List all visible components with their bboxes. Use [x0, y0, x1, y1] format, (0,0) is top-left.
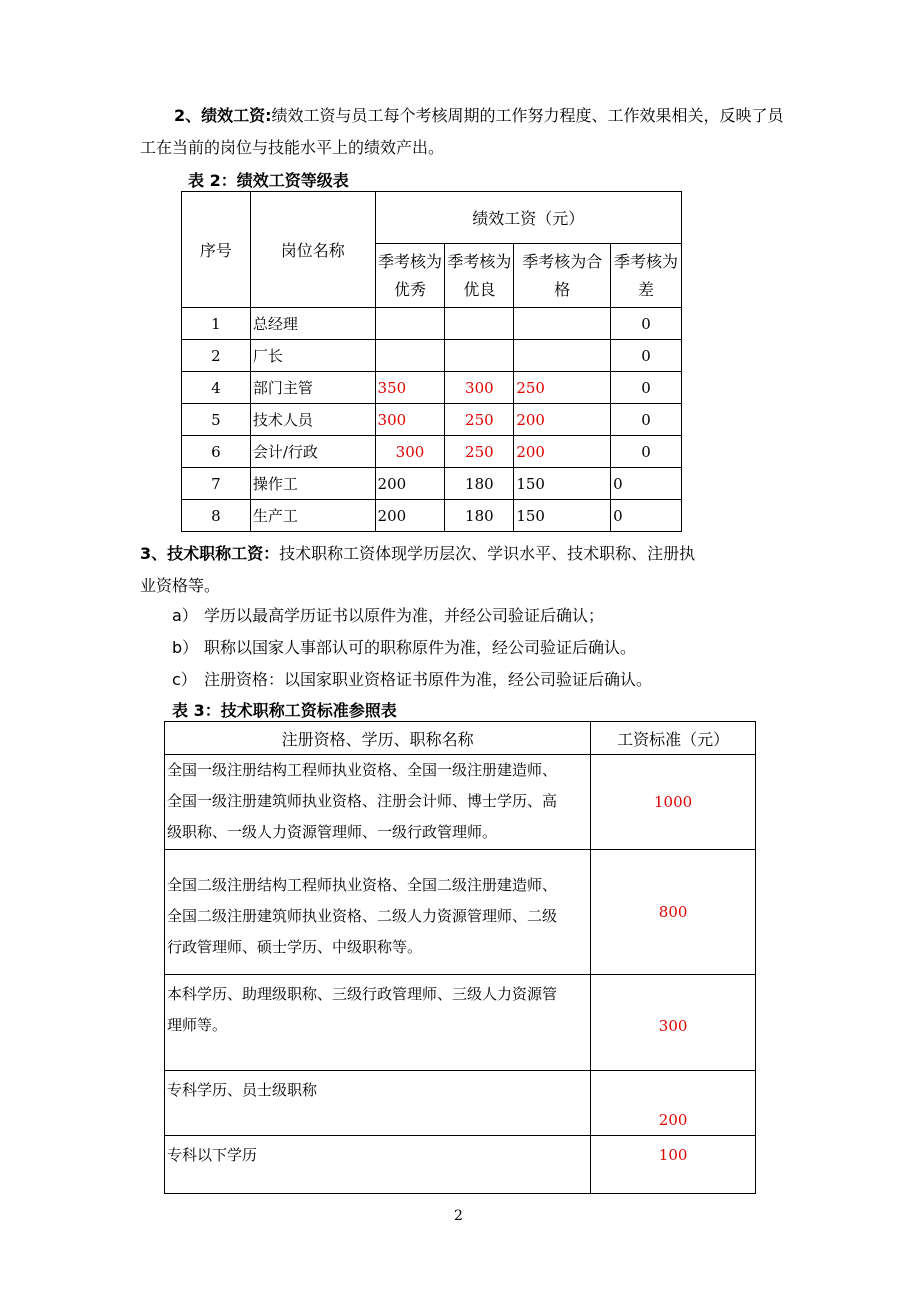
cell-qualification — [165, 850, 591, 975]
qualification-line: 全国一级注册结构工程师执业资格、全国一级注册建造师、 — [167, 761, 558, 779]
table-row — [182, 372, 682, 404]
cell-qualification — [165, 975, 591, 1071]
section2-line2: 工在当前的岗位与技能水平上的绩效产出。 — [140, 138, 445, 157]
cell-name: 厂长 — [250, 340, 375, 372]
cell-v2: 250 — [445, 436, 514, 468]
section3-line1 — [140, 538, 790, 570]
level-3-line1: 季考核为合 — [522, 251, 603, 271]
list-marker: b） — [172, 638, 199, 657]
cell-v2: 250 — [445, 404, 514, 436]
table2-caption: 表 2：绩效工资等级表 — [188, 171, 349, 190]
list-item — [172, 664, 772, 696]
cell-name: 会计/行政 — [250, 436, 375, 468]
table-row — [182, 500, 682, 532]
table-row — [165, 1136, 756, 1194]
cell-no: 7 — [182, 468, 251, 500]
cell-v4: 0 — [611, 500, 682, 532]
cell-no: 2 — [182, 340, 251, 372]
list-item — [172, 600, 772, 632]
list-text: 注册资格：以国家职业资格证书原件为准，经公司验证后确认。 — [204, 670, 653, 689]
cell-salary: 300 — [591, 975, 756, 1071]
list-text: 学历以最高学历证书以原件为准，并经公司验证后确认； — [204, 606, 605, 625]
cell-v1 — [375, 340, 445, 372]
table2-header-level-2 — [445, 244, 514, 308]
cell-no: 4 — [182, 372, 251, 404]
cell-v3: 150 — [514, 500, 611, 532]
table2 — [181, 191, 682, 532]
table-row — [165, 1071, 756, 1136]
cell-v2: 300 — [445, 372, 514, 404]
cell-no: 6 — [182, 436, 251, 468]
cell-v1: 200 — [375, 500, 445, 532]
section2-line1 — [140, 100, 790, 132]
qualification-line: 专科以下学历 — [167, 1146, 258, 1164]
qualification-line: 全国二级注册结构工程师执业资格、全国二级注册建造师、 — [167, 876, 558, 894]
qualification-line: 全国二级注册建筑师执业资格、二级人力资源管理师、二级 — [167, 907, 558, 925]
cell-qualification — [165, 1136, 591, 1194]
level-2-line2: 优良 — [463, 279, 496, 299]
cell-v3: 150 — [514, 468, 611, 500]
page-number: 2 — [454, 1208, 463, 1224]
cell-no: 8 — [182, 500, 251, 532]
cell-v4: 0 — [611, 372, 682, 404]
cell-v2 — [445, 340, 514, 372]
cell-v3 — [514, 308, 611, 340]
cell-v4: 0 — [611, 340, 682, 372]
table-row — [165, 850, 756, 975]
level-3-line2: 格 — [554, 279, 571, 299]
cell-name: 总经理 — [250, 308, 375, 340]
cell-qualification — [165, 1071, 591, 1136]
cell-salary: 1000 — [591, 755, 756, 850]
cell-name: 操作工 — [250, 468, 375, 500]
list-marker: c） — [172, 670, 197, 689]
table-row — [165, 755, 756, 850]
cell-v3: 200 — [514, 436, 611, 468]
table-row — [182, 308, 682, 340]
table-row — [165, 975, 756, 1071]
cell-v1: 300 — [375, 404, 445, 436]
level-4-line2: 差 — [638, 279, 655, 299]
cell-qualification — [165, 755, 591, 850]
qualification-line: 级职称、一级人力资源管理师、一级行政管理师。 — [167, 823, 498, 841]
table2-header-level-3 — [514, 244, 611, 308]
section3-line2: 业资格等。 — [140, 576, 221, 595]
table-row — [182, 436, 682, 468]
cell-salary: 100 — [591, 1136, 756, 1194]
table2-header-no: 序号 — [182, 192, 251, 308]
level-1-line1: 季考核为 — [377, 251, 442, 271]
section2-sep: : — [265, 106, 272, 125]
cell-salary: 200 — [591, 1071, 756, 1136]
section3-paragraph — [140, 538, 790, 602]
level-4-line1: 季考核为 — [614, 251, 679, 271]
table2-header-group: 绩效工资（元） — [375, 192, 681, 244]
table2-header-level-1 — [375, 244, 445, 308]
table3-header-name: 注册资格、学历、职称名称 — [165, 722, 591, 755]
cell-v1: 300 — [375, 436, 445, 468]
table-row — [182, 404, 682, 436]
level-1-line2: 优秀 — [393, 279, 426, 299]
cell-v3: 250 — [514, 372, 611, 404]
table3-caption: 表 3：技术职称工资标准参照表 — [172, 701, 397, 720]
list-item — [172, 632, 772, 664]
cell-v2: 180 — [445, 468, 514, 500]
level-2-line1: 季考核为 — [447, 251, 512, 271]
section2-text1: 绩效工资与员工每个考核周期的工作努力程度、工作效果相关，反映了员 — [271, 106, 784, 125]
table2-header-level-4 — [611, 244, 682, 308]
cell-v1: 200 — [375, 468, 445, 500]
qualification-line: 全国一级注册建筑师执业资格、注册会计师、博士学历、高 — [167, 792, 558, 810]
table2-header-name: 岗位名称 — [250, 192, 375, 308]
list-marker: a） — [172, 606, 198, 625]
cell-v3 — [514, 340, 611, 372]
cell-v2 — [445, 308, 514, 340]
section3-text1: 技术职称工资体现学历层次、学识水平、技术职称、注册执 — [279, 544, 696, 563]
qualification-line: 本科学历、助理级职称、三级行政管理师、三级人力资源管 — [167, 985, 558, 1003]
cell-name: 生产工 — [250, 500, 375, 532]
section2-heading: 2、绩效工资 — [174, 106, 266, 125]
cell-name: 技术人员 — [250, 404, 375, 436]
qualification-line: 专科学历、员士级职称 — [167, 1081, 318, 1099]
qualification-line: 理师等。 — [167, 1016, 228, 1034]
qualification-line: 行政管理师、硕士学历、中级职称等。 — [167, 938, 423, 956]
table3-header-salary: 工资标准（元） — [591, 722, 756, 755]
cell-no: 5 — [182, 404, 251, 436]
cell-no: 1 — [182, 308, 251, 340]
section3-sep: ： — [263, 544, 280, 563]
cell-salary: 800 — [591, 850, 756, 975]
section3-heading: 3、技术职称工资 — [140, 544, 264, 563]
table3 — [164, 721, 756, 1194]
cell-v1 — [375, 308, 445, 340]
cell-v1: 350 — [375, 372, 445, 404]
section2-paragraph — [140, 100, 790, 164]
cell-name: 部门主管 — [250, 372, 375, 404]
table-row — [182, 340, 682, 372]
cell-v2: 180 — [445, 500, 514, 532]
table-row — [182, 468, 682, 500]
cell-v4: 0 — [611, 404, 682, 436]
requirements-list — [172, 600, 772, 696]
list-text: 职称以国家人事部认可的职称原件为准，经公司验证后确认。 — [204, 638, 637, 657]
cell-v3: 200 — [514, 404, 611, 436]
cell-v4: 0 — [611, 308, 682, 340]
cell-v4: 0 — [611, 468, 682, 500]
cell-v4: 0 — [611, 436, 682, 468]
